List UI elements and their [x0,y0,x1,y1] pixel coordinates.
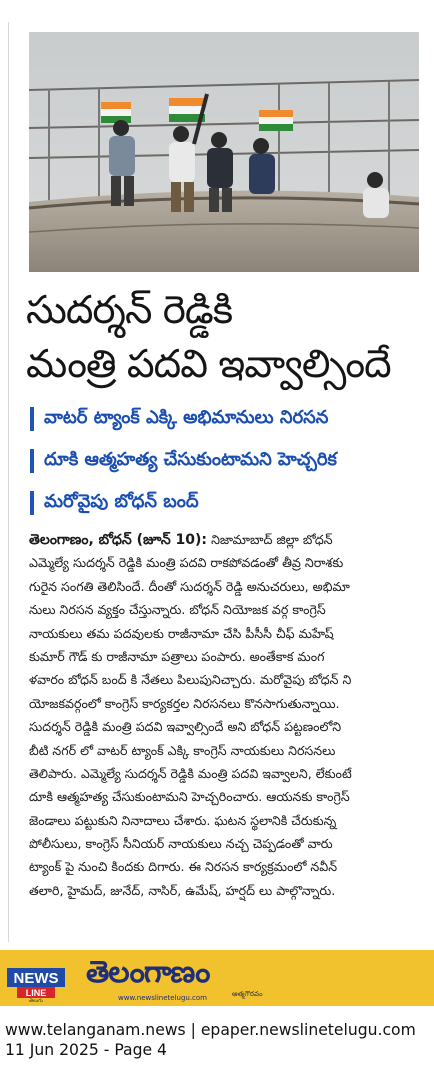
subheadings [30,398,424,524]
body-line: బీటి నగర్ లో వాటర్ ట్యాంక్ ఎక్కి కాంగ్రెస్ నాయకులు నిరసనలు [29,742,336,758]
logo-top-text: NEWS [13,970,59,987]
body-line: పోలీసులు, కాంగ్రెస్ సీనియర్ నాయకులు నచ్చ చెప్పడంతో వారు [29,836,333,852]
news-line-logo [7,968,65,1002]
body-line-text: నిజామాబాద్ జిల్లా బోధన్ [211,532,333,547]
article-photo [29,32,419,272]
brand-name: తెలంగాణం [86,955,210,990]
subheading-marker [30,449,34,473]
body-line: నాయకులు తమ పదవులకు రాజీనామా చేసి పీసీసీ చీఫ్ మహేష్ [29,625,334,641]
footer-date-page: 11 Jun 2025 - Page 4 [5,1041,167,1059]
footer-sites: www.telanganam.news | epaper.newslinetelugu.com [5,1021,416,1039]
protest-photo-illustration [29,32,419,272]
masthead-banner [0,950,434,1006]
article-body [29,528,421,902]
body-line: ళవారం బోధన్ బంద్ కి నేతలు పిలుపునిచ్చారు. మరోవైపు బోధన్ ని [29,672,352,688]
body-line: నులు నిరసన వ్యక్తం చేస్తున్నారు. బోధన్ నియోజక వర్గ కాంగ్రెస్ [29,602,326,618]
dateline: తెలంగాణం, బోధన్ (జూన్ 10): [29,532,208,548]
brand-url: www.newslinetelugu.com [118,994,207,1002]
body-line: యోజకవర్గంలో కాంగ్రెస్ కార్యకర్తల నిరసనలు కొనసాగుతున్నాయి. [29,695,340,711]
body-line: సుదర్శన్ రెడ్డికి మంత్రి పదవి ఇవ్వాల్సిందే అని బోధన్ పట్టణంలోని [29,719,342,735]
logo-sub-text: తెలుగు [29,998,43,1002]
subheading-text: మరోవైపు బోధన్ బంద్ [44,490,199,512]
subheading-text: దూకి ఆత్మహత్య చేసుకుంటామని హెచ్చరిక [44,448,337,470]
body-line: ఎమ్మెల్యే సుదర్శన్ రెడ్డికి మంత్రి పదవి రాకపోవడంతో తీవ్ర నిరాశకు [29,555,344,571]
footer [0,1007,434,1075]
subheading [30,440,424,482]
headline-line-2: మంత్రి పదవి ఇవ్వాల్సిందే [26,342,391,387]
body-line: కుమార్ గౌడ్ కు రాజీనామా పత్రాలు పంపారు. అంతేకాక మంగ [29,648,325,664]
headline [26,284,426,392]
logo-bottom-text: LINE [25,988,47,998]
subheading [30,398,424,440]
subheading-text: వాటర్ ట్యాంక్ ఎక్కి అభిమానులు నిరసన [44,406,329,428]
subheading-marker [30,491,34,515]
headline-line-1: సుదర్శన్ రెడ్డికి [26,288,233,333]
body-line: జెండాలు పట్టుకుని నినాదాలు చేశారు. ఘటన స్థలానికి చేరుకున్న [29,812,337,828]
subheading [30,482,424,524]
body-line: గురైన సంగతి తెలిసిందే. దీంతో సుదర్శన్ రెడ్డి అనుచరులు, అభిమా [29,578,350,594]
body-line: తెలిపారు. ఎమ్మెల్యే సుదర్శన్ రెడ్డికి మంత్రి పదవి ఇవ్వాలని, లేకుంటే [29,765,352,781]
body-line [29,528,421,551]
brand-tagline: ఆత్మగౌరవం [232,990,263,998]
body-line: తలారి, హైమద్, జునేద్, నాసిర్, ఉమేష్, హర్షద్ లు పాల్గొన్నారు. [29,882,336,898]
body-line: దూకి ఆత్మహత్య చేసుకుంటామని హెచ్చరించారు. ఆయనకు కాంగ్రెస్ [29,789,350,805]
column-rule [8,22,9,942]
subheading-marker [30,407,34,431]
body-line: ట్యాంక్ పై నుంచి కిందకు దిగారు. ఈ నిరసన కార్యక్రమంలో నవీన్ [29,859,338,875]
